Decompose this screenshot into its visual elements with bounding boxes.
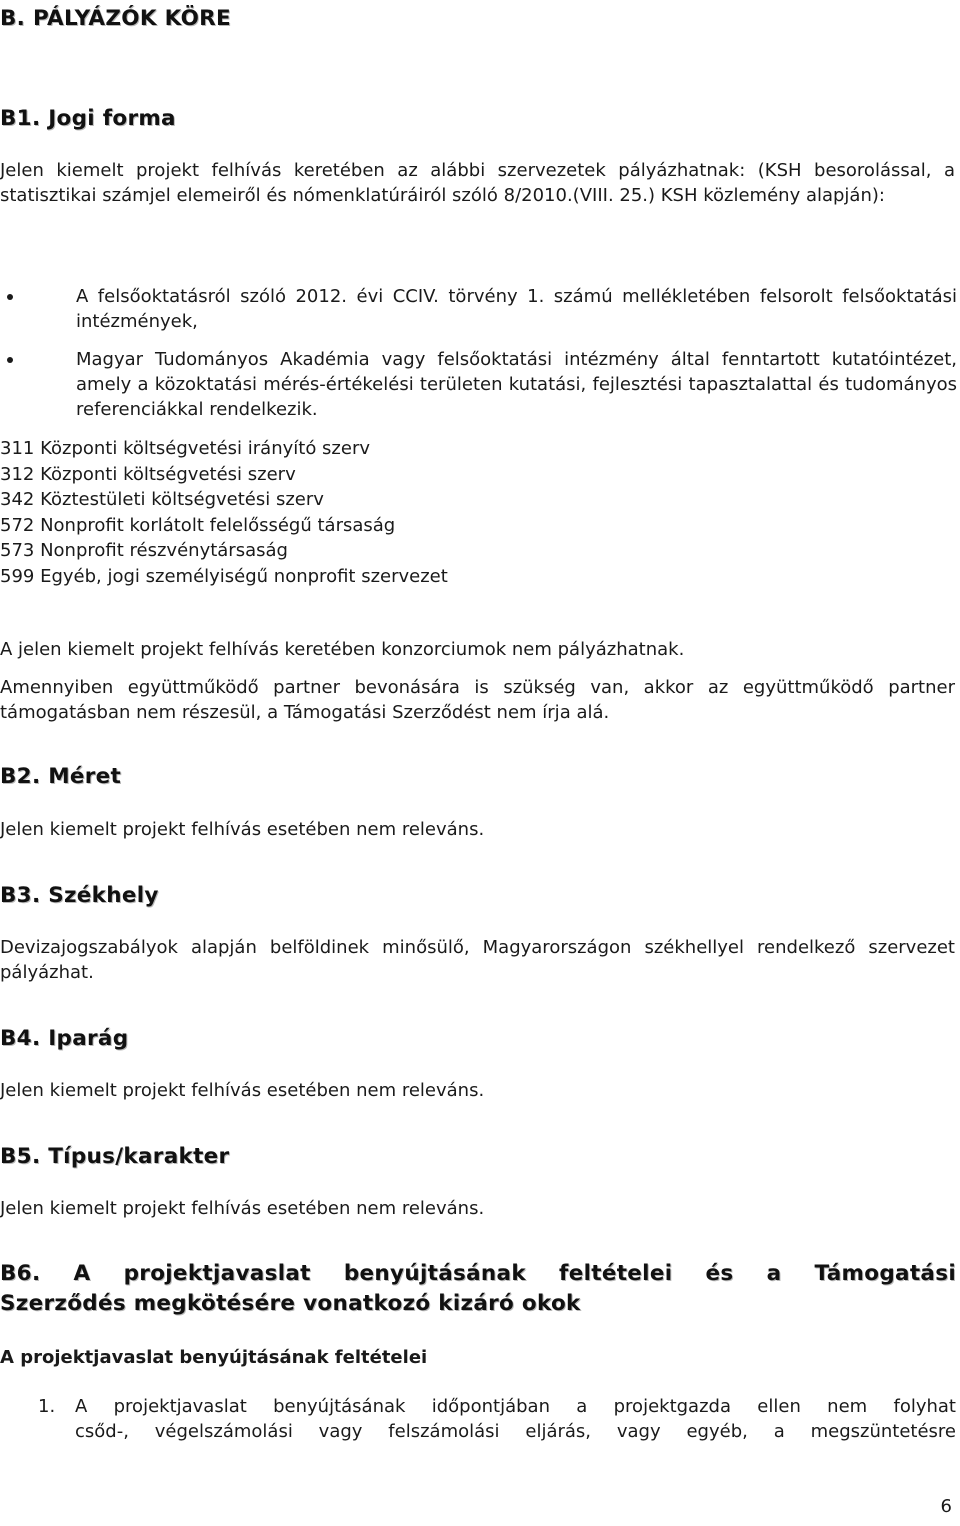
b1-intro-paragraph: Jelen kiemelt projekt felhívás keretében az alábbi szervezetek pályázhatnak: (KSH besorolással, a statisztikai számjel elemeiről és nómenklatúráiról szóló 8/2010.(VIII. 25.) KSH közlemény alapján): [0, 160, 955, 206]
consortium-paragraph: A jelen kiemelt projekt felhívás keretében konzorciumok nem pályázhatnak. [0, 639, 685, 660]
b3-text: Devizajogszabályok alapján belföldinek minősülő, Magyarországon székhellyel rendelkező szervezet pályázhat. [0, 937, 955, 983]
bullet-text: Magyar Tudományos Akadémia vagy felsőoktatási intézmény által fenntartott kutatóintézet, amely a közoktatási mérés-értékelési területen kutatási, fejlesztési tapasztalattal és tudományos referenciákkal rendelkezik. [76, 349, 957, 420]
bullet-text: A felsőoktatásról szóló 2012. évi CCIV. törvény 1. számú mellékletében felsorolt felsőoktatási intézmények, [76, 286, 957, 332]
heading-b5: B5. Típus/karakter [0, 1144, 230, 1169]
numbered-item-line1: A projektjavaslat benyújtásának időpontjában a projektgazda ellen nem folyhat [75, 1396, 956, 1417]
list-item: 311 Központi költségvetési irányító szerv [0, 438, 371, 459]
heading-b6-line2: Szerződés megkötésére vonatkozó kizáró okok [0, 1291, 581, 1316]
b4-text: Jelen kiemelt projekt felhívás esetében nem releváns. [0, 1080, 485, 1101]
heading-b1: B1. Jogi forma [0, 106, 176, 131]
list-item: 572 Nonprofit korlátolt felelősségű társaság [0, 514, 396, 536]
b6-subheading: A projektjavaslat benyújtásának feltételei [0, 1347, 428, 1368]
bullet-icon [7, 357, 13, 363]
bullet-icon [7, 294, 13, 300]
heading-b2: B2. Méret [0, 764, 122, 789]
list-item: 342 Köztestületi költségvetési szerv [0, 489, 324, 510]
list-item: 599 Egyéb, jogi személyiségű nonprofit szervezet [0, 565, 448, 587]
heading-b3: B3. Székhely [0, 883, 159, 908]
page-number: 6 [940, 1496, 952, 1517]
numbered-item-line2: csőd-, végelszámolási vagy felszámolási eljárás, vagy egyéb, a megszüntetésre [75, 1421, 956, 1442]
b2-text: Jelen kiemelt projekt felhívás esetében nem releváns. [0, 819, 485, 840]
list-item: 573 Nonprofit részvénytársaság [0, 540, 288, 561]
b5-text: Jelen kiemelt projekt felhívás esetében nem releváns. [0, 1198, 485, 1219]
list-item: 312 Központi költségvetési szerv [0, 463, 296, 485]
heading-b4: B4. Iparág [0, 1026, 129, 1051]
ksh-code-list [0, 436, 955, 589]
heading-b6-line1: B6. A projektjavaslat benyújtásának feltételei és a Támogatási [0, 1261, 956, 1286]
partner-paragraph: Amennyiben együttműködő partner bevonására is szükség van, akkor az együttműködő partner támogatásban nem részesül, a Támogatási Szerződést nem írja alá. [0, 677, 955, 723]
section-heading-b: B. PÁLYÁZÓK KÖRE [0, 6, 231, 31]
list-number: 1. [38, 1396, 56, 1417]
